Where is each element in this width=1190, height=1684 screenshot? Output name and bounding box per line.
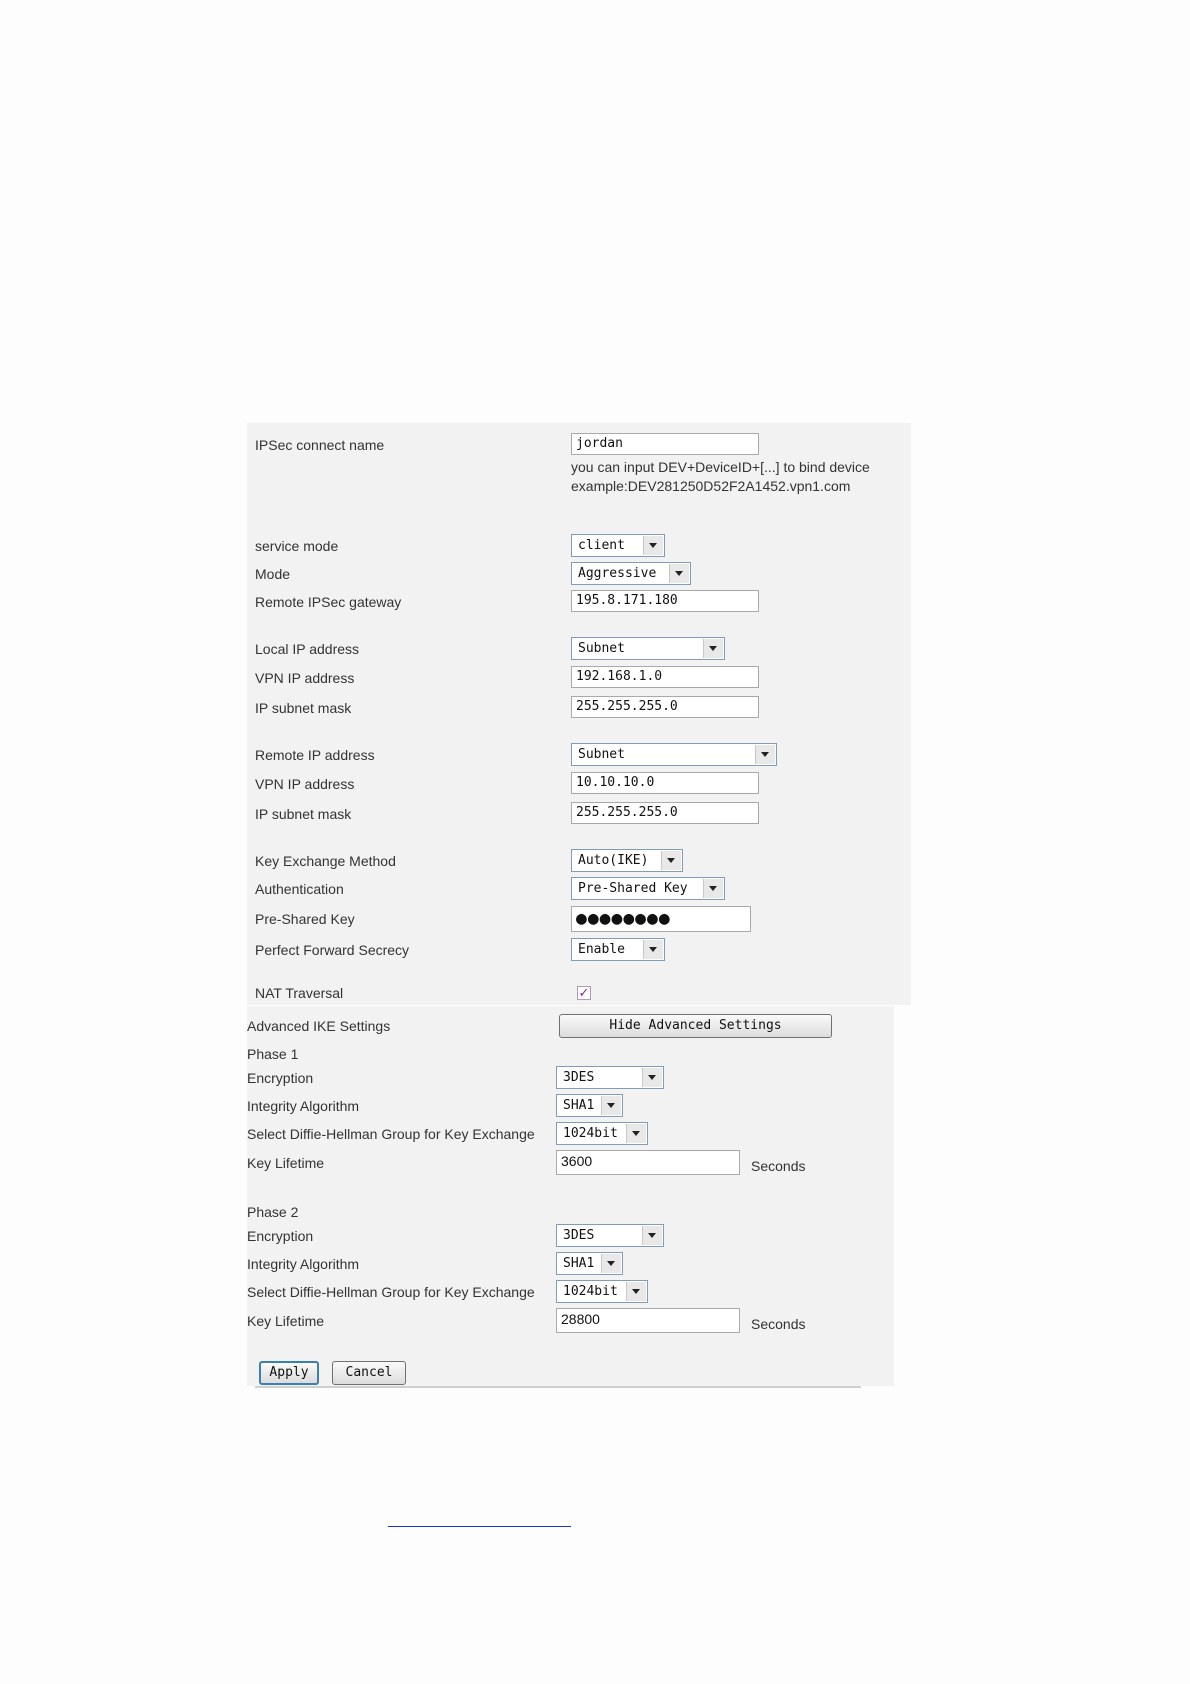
divider xyxy=(255,1386,861,1388)
phase1-integrity-value: SHA1 xyxy=(563,1098,595,1113)
remote-ip-label: Remote IP address xyxy=(255,747,375,763)
mode-value: Aggressive xyxy=(578,566,657,581)
phase2-dh-select[interactable] xyxy=(556,1280,648,1303)
phase2-integrity-value: SHA1 xyxy=(563,1256,595,1271)
phase2-title: Phase 2 xyxy=(247,1204,299,1220)
authentication-value: Pre-Shared Key xyxy=(578,881,688,896)
key-exchange-value: Auto(IKE) xyxy=(578,853,649,868)
chevron-down-icon xyxy=(642,1226,662,1245)
phase2-encryption-select[interactable] xyxy=(556,1224,664,1247)
phase2-lifetime-label: Key Lifetime xyxy=(247,1313,325,1329)
phase1-lifetime-label: Key Lifetime xyxy=(247,1155,325,1171)
chevron-down-icon xyxy=(601,1254,621,1273)
phase1-title: Phase 1 xyxy=(247,1046,299,1062)
key-exchange-label: Key Exchange Method xyxy=(255,853,396,869)
chevron-down-icon xyxy=(755,745,775,764)
phase2-encryption-value: 3DES xyxy=(563,1228,595,1243)
bind-device-hint: you can input DEV+DeviceID+[...] to bind device xyxy=(571,459,870,475)
phase2-integrity-select[interactable] xyxy=(556,1252,623,1275)
pfs-value: Enable xyxy=(578,942,625,957)
phase2-dh-label: Select Diffie-Hellman Group for Key Exchange xyxy=(247,1284,535,1300)
phase1-encryption-label: Encryption xyxy=(247,1070,314,1086)
chevron-down-icon xyxy=(601,1096,621,1115)
phase1-dh-label: Select Diffie-Hellman Group for Key Exchange xyxy=(247,1126,535,1142)
chevron-down-icon xyxy=(703,879,723,898)
phase2-lifetime-input[interactable]: 28800 xyxy=(556,1308,740,1333)
phase1-encryption-select[interactable] xyxy=(556,1066,664,1089)
phase1-dh-select[interactable] xyxy=(556,1122,648,1145)
local-mask-input[interactable]: 255.255.255.0 xyxy=(571,696,759,718)
hide-advanced-settings-button[interactable]: Hide Advanced Settings xyxy=(559,1014,832,1038)
remote-gateway-label: Remote IPSec gateway xyxy=(255,594,402,610)
hyperlink-underline[interactable] xyxy=(388,1525,571,1527)
phase1-lifetime-unit: Seconds xyxy=(751,1158,806,1174)
connect-name-input[interactable]: jordan xyxy=(571,433,759,455)
advanced-ike-label: Advanced IKE Settings xyxy=(247,1018,391,1034)
service-mode-value: client xyxy=(578,538,625,553)
key-exchange-select[interactable] xyxy=(571,849,683,872)
phase2-lifetime-unit: Seconds xyxy=(751,1316,806,1332)
nat-traversal-label: NAT Traversal xyxy=(255,985,344,1001)
phase1-encryption-value: 3DES xyxy=(563,1070,595,1085)
remote-mask-label: IP subnet mask xyxy=(255,806,352,822)
chevron-down-icon xyxy=(626,1282,646,1301)
phase1-integrity-label: Integrity Algorithm xyxy=(247,1098,360,1114)
service-mode-label: service mode xyxy=(255,538,339,554)
checkmark-icon: ✓ xyxy=(578,985,590,1000)
remote-gateway-input[interactable]: 195.8.171.180 xyxy=(571,590,759,612)
local-mask-label: IP subnet mask xyxy=(255,700,352,716)
phase1-integrity-select[interactable] xyxy=(556,1094,623,1117)
chevron-down-icon xyxy=(669,564,689,583)
local-ip-label: Local IP address xyxy=(255,641,360,657)
authentication-select[interactable] xyxy=(571,877,725,900)
chevron-down-icon xyxy=(661,851,681,870)
chevron-down-icon xyxy=(642,1068,662,1087)
service-mode-select[interactable] xyxy=(571,534,665,557)
phase2-encryption-label: Encryption xyxy=(247,1228,314,1244)
mode-select[interactable] xyxy=(571,562,691,585)
bind-device-example: example:DEV281250D52F2A1452.vpn1.com xyxy=(571,478,851,494)
chevron-down-icon xyxy=(643,536,663,555)
remote-mask-input[interactable]: 255.255.255.0 xyxy=(571,802,759,824)
local-ip-type-value: Subnet xyxy=(578,641,625,656)
local-vpn-ip-label: VPN IP address xyxy=(255,670,355,686)
phase2-integrity-label: Integrity Algorithm xyxy=(247,1256,360,1272)
phase2-dh-value: 1024bit xyxy=(563,1284,618,1299)
remote-vpn-ip-input[interactable]: 10.10.10.0 xyxy=(571,772,759,794)
remote-vpn-ip-label: VPN IP address xyxy=(255,776,355,792)
phase1-dh-value: 1024bit xyxy=(563,1126,618,1141)
remote-ip-type-value: Subnet xyxy=(578,747,625,762)
local-vpn-ip-input[interactable]: 192.168.1.0 xyxy=(571,666,759,688)
local-ip-type-select[interactable] xyxy=(571,637,725,660)
remote-ip-type-select[interactable] xyxy=(571,743,777,766)
pfs-label: Perfect Forward Secrecy xyxy=(255,942,410,958)
cancel-button[interactable]: Cancel xyxy=(332,1361,406,1385)
chevron-down-icon xyxy=(643,940,663,959)
pfs-select[interactable] xyxy=(571,938,665,961)
nat-traversal-checkbox[interactable] xyxy=(577,986,591,1000)
psk-label: Pre-Shared Key xyxy=(255,911,355,927)
apply-button[interactable]: Apply xyxy=(259,1361,319,1385)
chevron-down-icon xyxy=(703,639,723,658)
chevron-down-icon xyxy=(626,1124,646,1143)
psk-input[interactable]: ●●●●●●●● xyxy=(571,906,751,932)
phase1-lifetime-input[interactable]: 3600 xyxy=(556,1150,740,1175)
connect-name-label: IPSec connect name xyxy=(255,437,385,453)
authentication-label: Authentication xyxy=(255,881,344,897)
mode-label: Mode xyxy=(255,566,291,582)
